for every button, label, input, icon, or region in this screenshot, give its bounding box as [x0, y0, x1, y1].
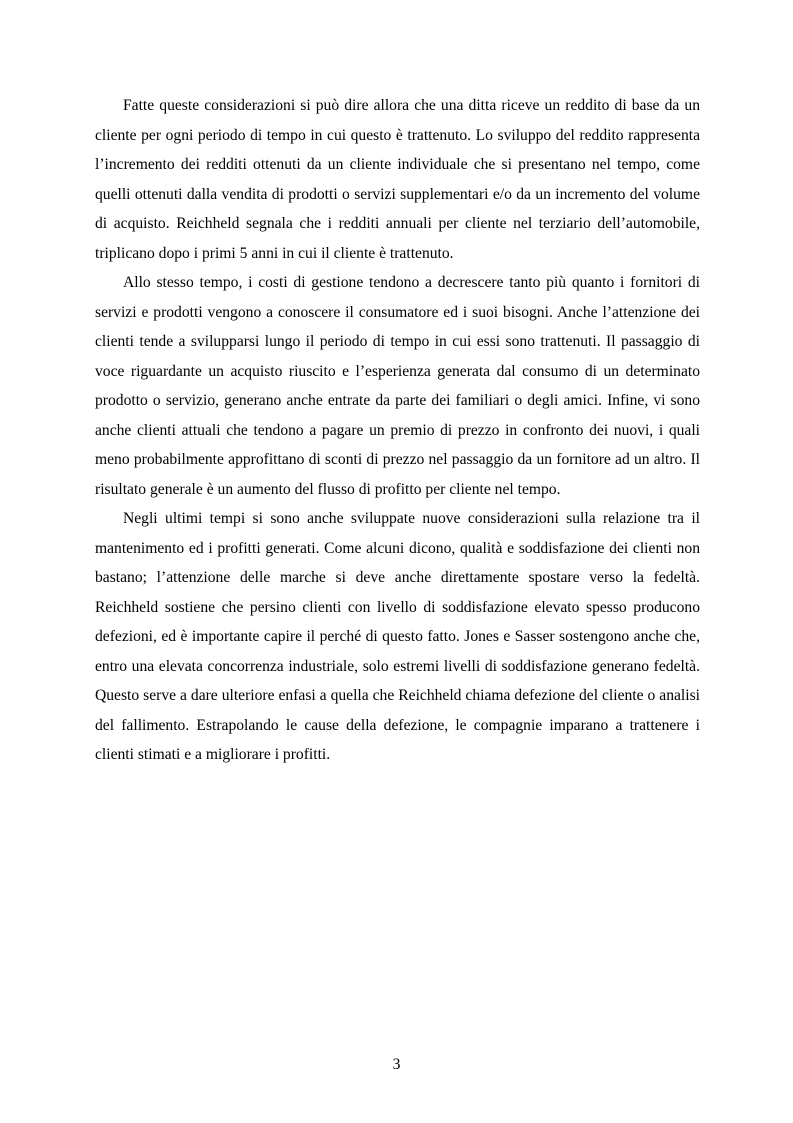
paragraph-1: Fatte queste considerazioni si può dire allora che una ditta riceve un reddito di base da un cliente per ogni periodo di tempo in cui questo è trattenuto. Lo sviluppo del reddito rappresenta l’incremento dei redditi ottenuti da un cliente individuale che si presentano nel tempo, come quelli ottenuti dalla vendita di prodotti o servizi supplementari e/o da un incremento del volume di acquisto. Reichheld segnala che i redditi annuali per cliente nel terziario dell’automobile, triplicano dopo i primi 5 anni in cui il cliente è trattenuto. [95, 97, 700, 262]
paragraph-2: Allo stesso tempo, i costi di gestione tendono a decrescere tanto più quanto i fornitori di servizi e prodotti vengono a conoscere il consumatore ed i suoi bisogni. Anche l’attenzione dei clienti tende a svilupparsi lungo il periodo di tempo in cui essi sono trattenuti. Il passaggio di voce riguardante un acquisto riuscito e l’esperienza generata dal consumo di un determinato prodotto o servizio, generano anche entrate da parte dei familiari o degli amici. Infine, vi sono anche clienti attuali che tendono a pagare un premio di prezzo in confronto dei nuovi, i quali meno probabilmente approfittano di sconti di prezzo nel passaggio da un fornitore ad un altro. Il risultato generale è un aumento del flusso di profitto per cliente nel tempo. [95, 274, 700, 498]
body-text [95, 91, 700, 770]
paragraph-3: Negli ultimi tempi si sono anche sviluppate nuove considerazioni sulla relazione tra il mantenimento ed i profitti generati. Come alcuni dicono, qualità e soddisfazione dei clienti non bastano; l’attenzione delle marche si deve anche direttamente spostare verso la fedeltà. Reichheld sostiene che persino clienti con livello di soddisfazione elevato spesso producono defezioni, ed è importante capire il perché di questo fatto. Jones e Sasser sostengono anche che, entro una elevata concorrenza industriale, solo estremi livelli di soddisfazione generano fedeltà. Questo serve a dare ulteriore enfasi a quella che Reichheld chiama defezione del cliente o analisi del fallimento. Estrapolando le cause della defezione, le compagnie imparano a trattenere i clienti stimati e a migliorare i profitti. [95, 510, 700, 763]
page-number: 3 [392, 1056, 401, 1073]
